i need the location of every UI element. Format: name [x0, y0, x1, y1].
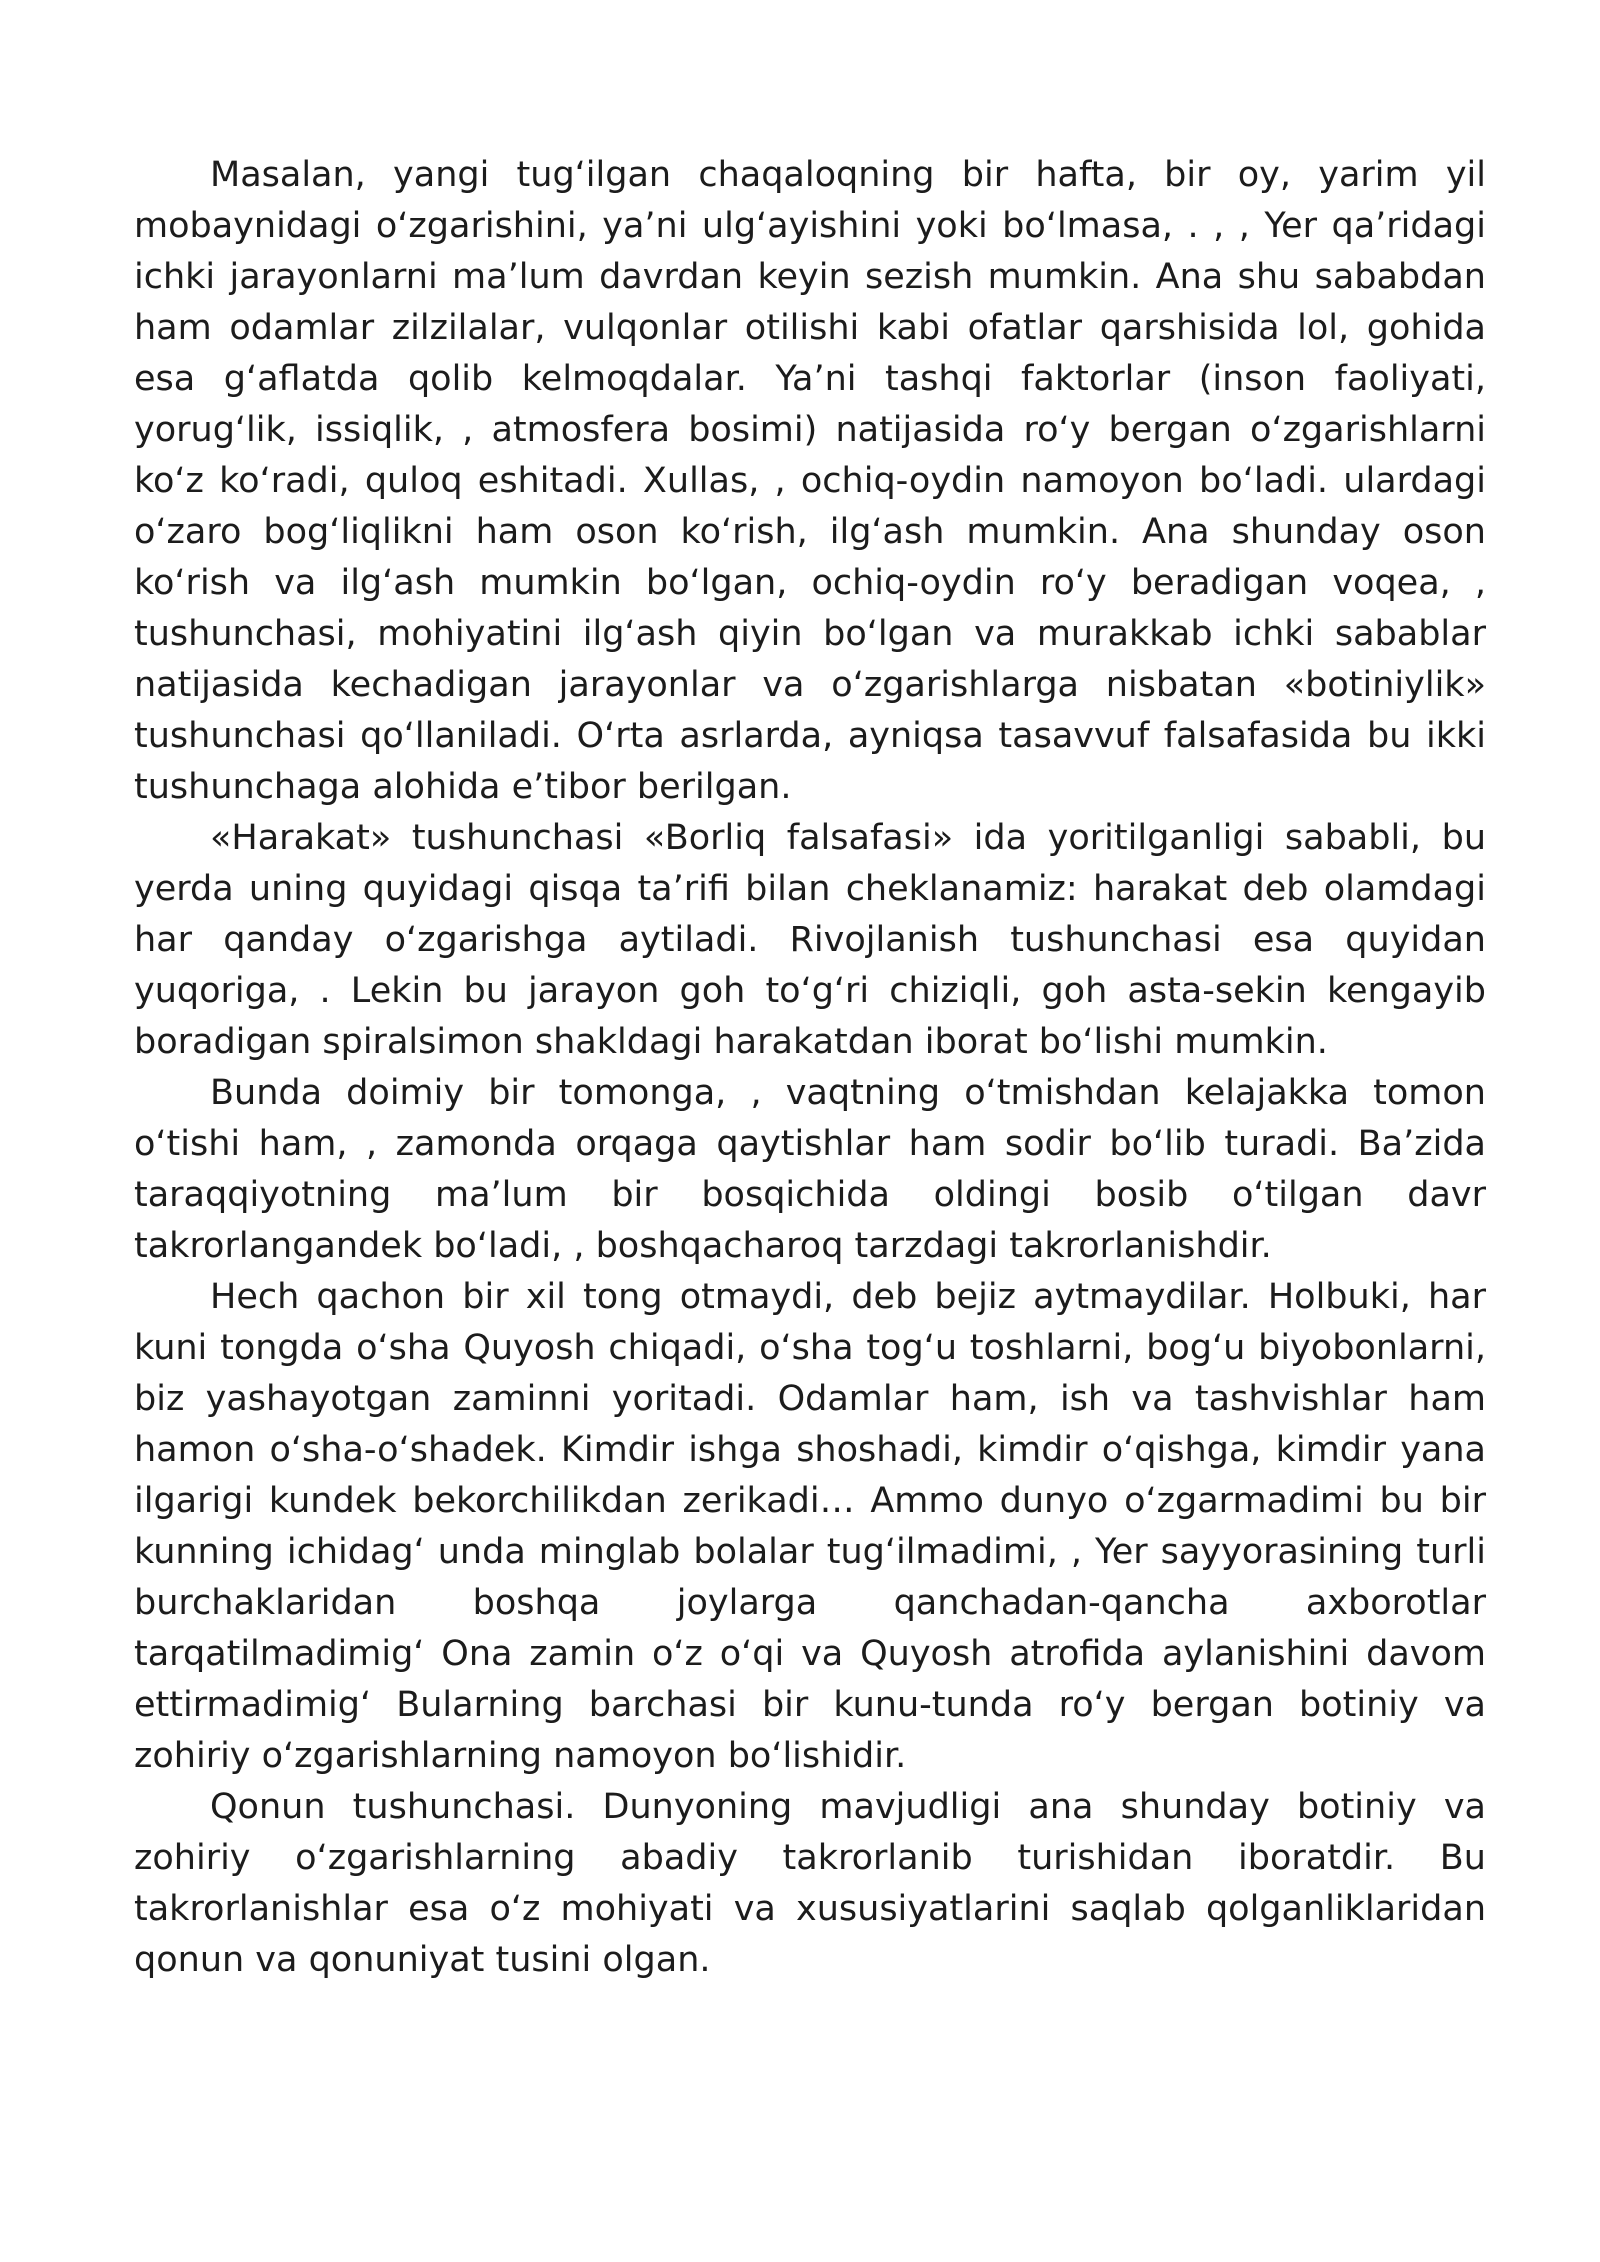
paragraph-masalan: Masalan, yangi tug‘ilgan chaqaloqning bir hafta, bir oy, yarim yil mobaynidagi o‘zgarishini, ya’ni ulg‘ayishini yoki bo‘lmasa, . , , Yer qa’ridagi ichki jarayonlarni ma’lum davrdan keyin sezish mumkin. Ana shu sababdan ham odamlar zilzilalar, vulqonlar otilishi kabi ofatlar qarshisida lol, gohida esa g‘aflatda qolib kelmoqdalar. Ya’ni tashqi faktorlar (inson faoliyati, yorug‘lik, issiqlik, , atmosfera bosimi) natijasida ro‘y bergan o‘zgarishlarni ko‘z ko‘radi, quloq eshitadi. Xullas, , ochiq-oydin namoyon bo‘ladi. ulardagi o‘zaro bog‘liqlikni ham oson ko‘rish, ilg‘ash mumkin. Ana shunday oson ko‘rish va ilg‘ash mumkin bo‘lgan, ochiq-oydin ro‘y beradigan voqea, , tushunchasi, mohiyatini ilg‘ash qiyin bo‘lgan va murakkab ichki sabablar natijasida kechadigan jarayonlar va o‘zgarishlarga nisbatan «botiniylik» tushunchasi qo‘llaniladi. O‘rta asrlarda, ayniqsa tasavvuf falsafasida bu ikki tushunchaga alohida e’tibor berilgan.	[134, 155, 1486, 807]
paragraph-bunda: Bunda doimiy bir tomonga, , vaqtning o‘tmishdan kelajakka tomon o‘tishi ham, , zamonda orqaga qaytishlar ham sodir bo‘lib turadi. Ba’zida taraqqiyotning ma’lum bir bosqichida oldingi bosib o‘tilgan davr takrorlangandek bo‘ladi, , boshqacharoq tarzdagi takrorlanishdir.	[134, 1073, 1486, 1266]
paragraph-hech-qachon: Hech qachon bir xil tong otmaydi, deb bejiz aytmaydilar. Holbuki, har kuni tongda o‘sha Quyosh chiqadi, o‘sha tog‘u toshlarni, bog‘u biyobonlarni, biz yashayotgan zaminni yoritadi. Odamlar ham, ish va tashvishlar ham hamon o‘sha-o‘shadek. Kimdir ishga shoshadi, kimdir o‘qishga, kimdir yana ilgarigi kundek bekorchilikdan zerikadi… Ammo dunyo o‘zgarmadimi bu bir kunning ichidag‘ unda minglab bolalar tug‘ilmadimi, , Yer sayyorasining turli burchaklaridan boshqa joylarga qanchadan-qancha axborotlar tarqatilmadimig‘ Ona zamin o‘z o‘qi va Quyosh atrofida aylanishini davom ettirmadimig‘ Bularning barchasi bir kunu-tunda ro‘y bergan botiniy va zohiriy o‘zgarishlarning namoyon bo‘lishidir.	[134, 1277, 1486, 1776]
paragraph-qonun: Qonun tushunchasi. Dunyoning mavjudligi ana shunday botiniy va zohiriy o‘zgarishlarning abadiy takrorlanib turishidan iboratdir. Bu takrorlanishlar esa o‘z mohiyati va xususiyatlarini saqlab qolganliklaridan qonun va qonuniyat tusini olgan.	[134, 1787, 1486, 1980]
paragraph-harakat: «Harakat» tushunchasi «Borliq falsafasi» ida yoritilganligi sababli, bu yerda uning quyidagi qisqa ta’rifi bilan cheklanamiz: harakat deb olamdagi har qanday o‘zgarishga aytiladi. Rivojlanish tushunchasi esa quyidan yuqoriga, . Lekin bu jarayon goh to‘g‘ri chiziqli, goh asta-sekin kengayib boradigan spiralsimon shakldagi harakatdan iborat bo‘lishi mumkin.	[134, 818, 1486, 1062]
document-page	[134, 150, 1486, 1986]
